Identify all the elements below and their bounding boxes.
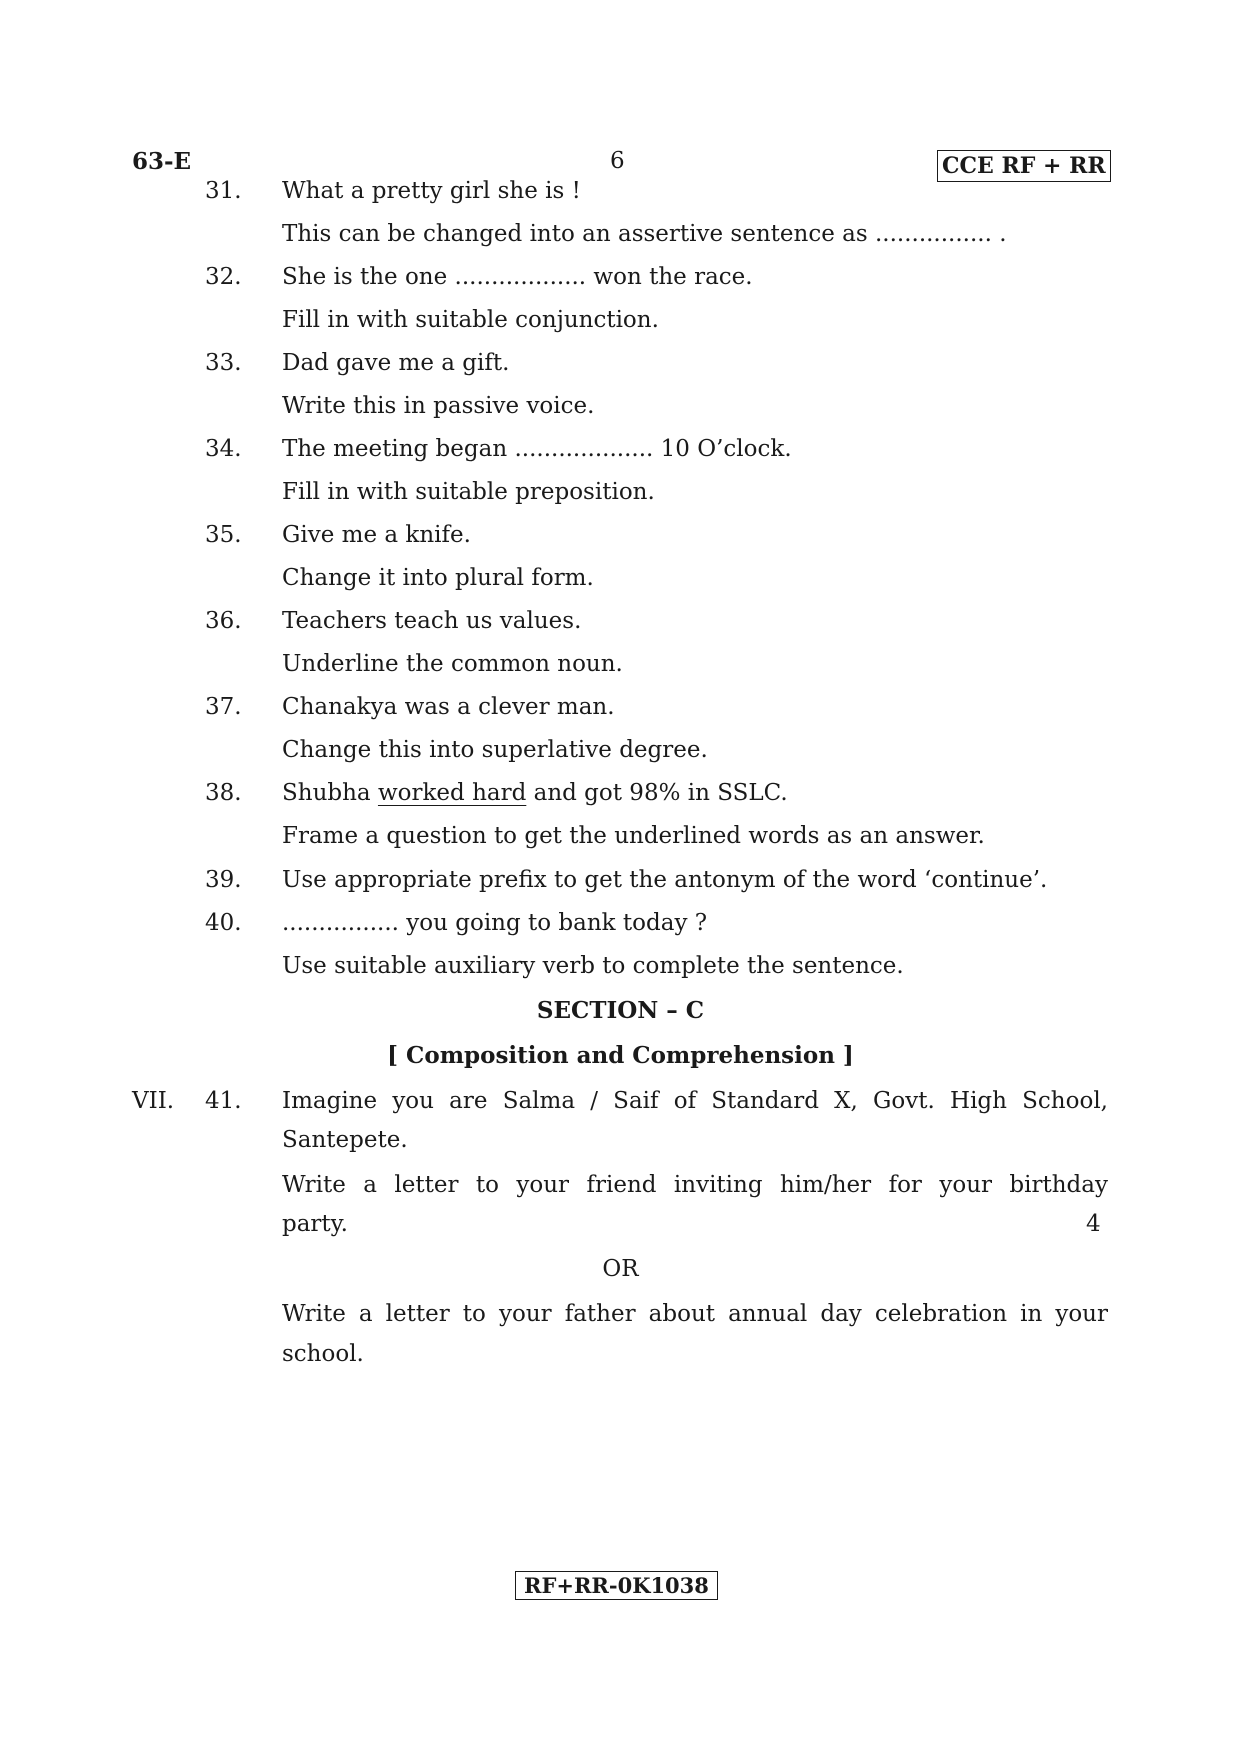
question-text: ................ you going to bank today ? <box>282 910 708 936</box>
question-number: 39. <box>205 867 242 893</box>
question-number: 41. <box>205 1088 242 1114</box>
question-number: 38. <box>205 780 242 806</box>
question-instruction: Fill in with suitable preposition. <box>282 479 655 505</box>
section-title: SECTION – C <box>536 997 705 1024</box>
part-number: VII. <box>132 1088 175 1114</box>
question-task: Write a letter to your friend inviting him/her for your birthday <box>282 1172 1108 1198</box>
question-instruction: Use suitable auxiliary verb to complete the sentence. <box>282 953 904 979</box>
question-alternative: Write a letter to your father about annual day celebration in your <box>282 1301 1108 1327</box>
question-number: 33. <box>205 350 242 376</box>
question-alternative: school. <box>282 1341 364 1367</box>
section-subtitle: [ Composition and Comprehension ] <box>387 1042 854 1069</box>
question-instruction: Write this in passive voice. <box>282 393 595 419</box>
question-instruction: This can be changed into an assertive sentence as ................ . <box>282 221 1007 247</box>
question-instruction: Change it into plural form. <box>282 565 594 591</box>
underlined-words: worked hard <box>377 780 527 806</box>
question-text: Give me a knife. <box>282 522 471 548</box>
question-text <box>282 780 788 806</box>
paper-code: 63-E <box>132 148 192 175</box>
question-text: She is the one .................. won the race. <box>282 264 753 290</box>
question-text: Imagine you are Salma / Saif of Standard X, Govt. High School, <box>282 1088 1108 1114</box>
question-number: 36. <box>205 608 242 634</box>
question-task: party. <box>282 1211 348 1237</box>
question-text: Teachers teach us values. <box>282 608 582 634</box>
question-text: What a pretty girl she is ! <box>282 178 581 204</box>
question-instruction: Change this into superlative degree. <box>282 737 708 763</box>
question-text: Dad gave me a gift. <box>282 350 510 376</box>
question-number: 34. <box>205 436 242 462</box>
question-text: Use appropriate prefix to get the antonym of the word ‘continue’. <box>282 867 1048 893</box>
question-instruction: Underline the common noun. <box>282 651 623 677</box>
question-number: 40. <box>205 910 242 936</box>
marks: 4 <box>1086 1211 1101 1237</box>
question-text: The meeting began ................... 10 O’clock. <box>282 436 792 462</box>
or-separator: OR <box>602 1256 639 1282</box>
question-text-post: and got 98% in SSLC. <box>526 780 788 806</box>
question-number: 31. <box>205 178 242 204</box>
question-number: 37. <box>205 694 242 720</box>
question-text: Santepete. <box>282 1127 408 1153</box>
page-number: 6 <box>610 148 625 174</box>
question-instruction: Fill in with suitable conjunction. <box>282 307 659 333</box>
question-number: 32. <box>205 264 242 290</box>
exam-type-box: CCE RF + RR <box>937 150 1111 182</box>
question-text-pre: Shubha <box>282 780 378 806</box>
footer-code-box: RF+RR-0K1038 <box>515 1571 718 1600</box>
question-text: Chanakya was a clever man. <box>282 694 615 720</box>
question-number: 35. <box>205 522 242 548</box>
question-instruction: Frame a question to get the underlined words as an answer. <box>282 823 985 849</box>
